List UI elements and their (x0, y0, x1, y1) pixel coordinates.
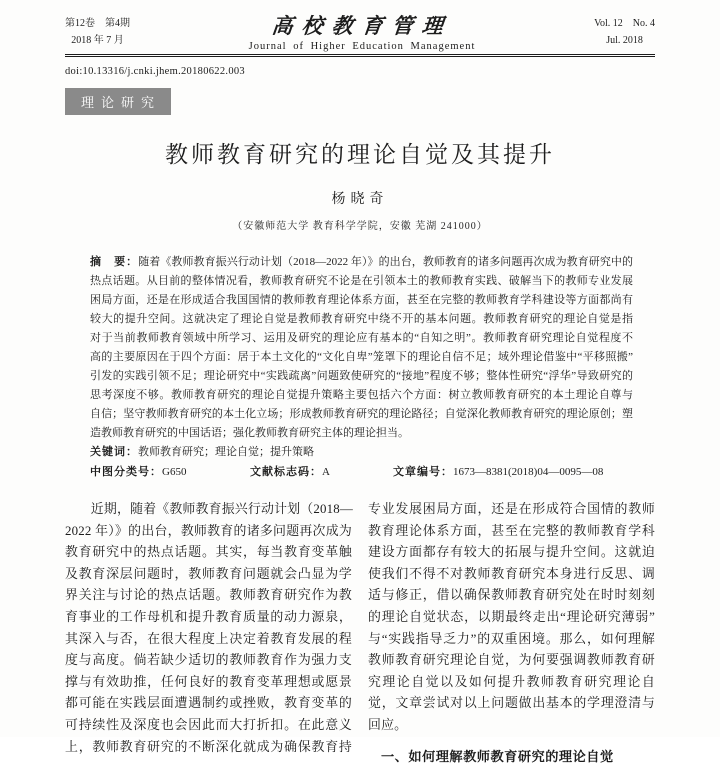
body-line: 上，教师教育研究的不断深化就成为确保教育持 (65, 739, 352, 754)
body-line: 可持续性及深度也会因此而大打折扣。在此意义 (65, 717, 352, 732)
body-line: 使我们不得不对教师教育研究本身进行反思、调 (368, 566, 655, 581)
volume-issue-cn: 第12卷 第4期 (65, 18, 130, 29)
document-code-label: 文献标志码： (250, 466, 322, 478)
masthead-left (65, 15, 130, 52)
abstract-line: 对于当前教师教育领域中所学习、运用及研究的理论应有基本的“自知之明”。教师教育研究理论自觉程度不 (90, 332, 633, 344)
abstract-line: 热点话题。从目前的整体情况看，教师教育研究不论是在引领本土的教师教育实践、破解当下的教师专业发展 (90, 275, 633, 287)
clc-label: 中图分类号： (90, 466, 162, 478)
body-line: 都可能在实践层面遭遇制约或挫败，教育变革的 (65, 696, 352, 711)
keywords-text: 教师教育研究；理论自觉；提升策略 (138, 446, 314, 458)
clc-number (90, 463, 250, 482)
body-line: 育事业的工作母机和提升教育质量的动力源泉， (65, 609, 352, 624)
front-matter (65, 253, 655, 482)
abstract-text: 随着《教师教育振兴行动计划（2018—2022 年）》的出台，教师教育的诸多问题再次成为教育研究中的 (138, 256, 633, 268)
body-line: 教师教育研究理论自觉，为何要强调教师教育研 (368, 653, 655, 668)
abstract-line: 困局方面，还是在形成适合我国国情的教师教育理论体系方面，甚至在完整的教师教育学科建设等方面都尚有 (90, 294, 633, 306)
body-line: 专业发展困局方面，还是在形成符合国情的教师 (368, 502, 655, 516)
body-line: 教育研究中的热点话题。其实，每当教育变革触 (65, 545, 352, 560)
body-line: 近期，随着《教师教育振兴行动计划（2018— (90, 502, 354, 516)
journal-name-calligraphy: 高校教育管理 (270, 14, 454, 38)
category-badge: 理论研究 (65, 88, 171, 115)
body-line: 及教育深层问题时，教师教育问题就会凸显为学 (65, 566, 352, 581)
body-line: 撑与有效助推，任何良好的教育变革理想或愿景 (65, 674, 352, 689)
body-line: 究理论自觉以及如何提升教师教育研究理论自 (368, 674, 655, 689)
masthead-right (594, 15, 655, 52)
body-line: 界关注与讨论的热点话题。教师教育研究作为教 (65, 588, 352, 603)
body-line: 度与高度。倘若缺少适切的教师教育作为强力支 (65, 653, 352, 668)
clc-value: G650 (162, 466, 187, 478)
body-line: 2022 年）》的出台，教师教育的诸多问题再次成为 (65, 523, 352, 538)
abstract-line: 较大的提升空间。这就决定了理论自觉是教师教育研究中绕不开的基本问题。教师教育研究的理论自觉是指 (90, 313, 633, 325)
article-body (65, 499, 655, 767)
keywords-label: 关键词： (90, 446, 138, 458)
abstract-line: 思考深度不够。教师教育研究的理论自觉提升策略主要包括六个方面：树立教师教育研究的本土理论自尊与 (90, 389, 633, 401)
masthead-double-rule (65, 54, 655, 57)
doi-line: doi:10.13316/j.cnki.jhem.20180622.003 (65, 66, 245, 77)
body-line: 回应。 (368, 717, 408, 732)
date-cn: 2018 年 7 月 (71, 35, 124, 46)
date-en: Jul. 2018 (606, 35, 643, 46)
body-line: 与“实践指导乏力”的双重困境。那么，如何理解 (368, 631, 655, 646)
abstract-line (90, 253, 633, 272)
article-id (393, 463, 603, 482)
section-heading: 一、如何理解教师教育研究的理论自觉 (381, 748, 614, 764)
article-id-value: 1673—8381(2018)04—0095—08 (453, 466, 604, 478)
body-line: 适与修正，借以确保教师教育研究处在时时刻刻 (368, 588, 655, 603)
article-meta-row (90, 463, 633, 482)
article-title: 教师教育研究的理论自觉及其提升 (165, 142, 555, 167)
body-line: 教育理论体系方面，甚至在完整的教师教育学科 (368, 523, 655, 538)
keywords-line (90, 443, 633, 462)
abstract-line: 造教师教育研究的中国话语；强化教师教育研究主体的理论担当。 (90, 427, 409, 439)
body-line: 的理论自觉状态，以期最终走出“理论研究薄弱” (368, 609, 655, 624)
body-left-column (65, 499, 352, 767)
author-name: 杨晓奇 (331, 192, 389, 207)
article-id-label: 文章编号： (393, 466, 453, 478)
document-code (250, 463, 393, 482)
body-line: 其深入与否，在很大程度上决定着教育发展的程 (65, 631, 352, 646)
volume-issue-en: Vol. 12 No. 4 (594, 18, 655, 29)
journal-masthead (65, 10, 655, 52)
document-code-value: A (322, 466, 330, 478)
body-right-column (368, 499, 655, 767)
abstract-line: 引发的实践引领不足；理论研究中“实践疏离”问题致使研究的“接地”程度不够；整体性研究“浮华”导致研究的 (90, 370, 633, 382)
abstract-line: 高的主要原因在于四个方面：居于本土文化的“文化自卑”笼罩下的理论自信不足；域外理论借鉴中“平移照搬” (90, 351, 633, 363)
masthead-center (130, 10, 594, 52)
abstract-line: 自信；坚守教师教育研究的本土化立场；形成教师教育研究的理论路径；自觉深化教师教育研究的理论原创；塑 (90, 408, 633, 420)
journal-name-english: Journal of Higher Education Management (248, 41, 476, 52)
body-line: 建设方面都存有较大的拓展与提升空间。这就迫 (368, 545, 655, 560)
author-affiliation: （安徽师范大学 教育科学学院，安徽 芜湖 241000） (232, 221, 488, 232)
body-line: 觉，文章尝试对以上问题做出基本的学理澄清与 (368, 696, 655, 711)
abstract-label: 摘 要： (90, 256, 139, 268)
